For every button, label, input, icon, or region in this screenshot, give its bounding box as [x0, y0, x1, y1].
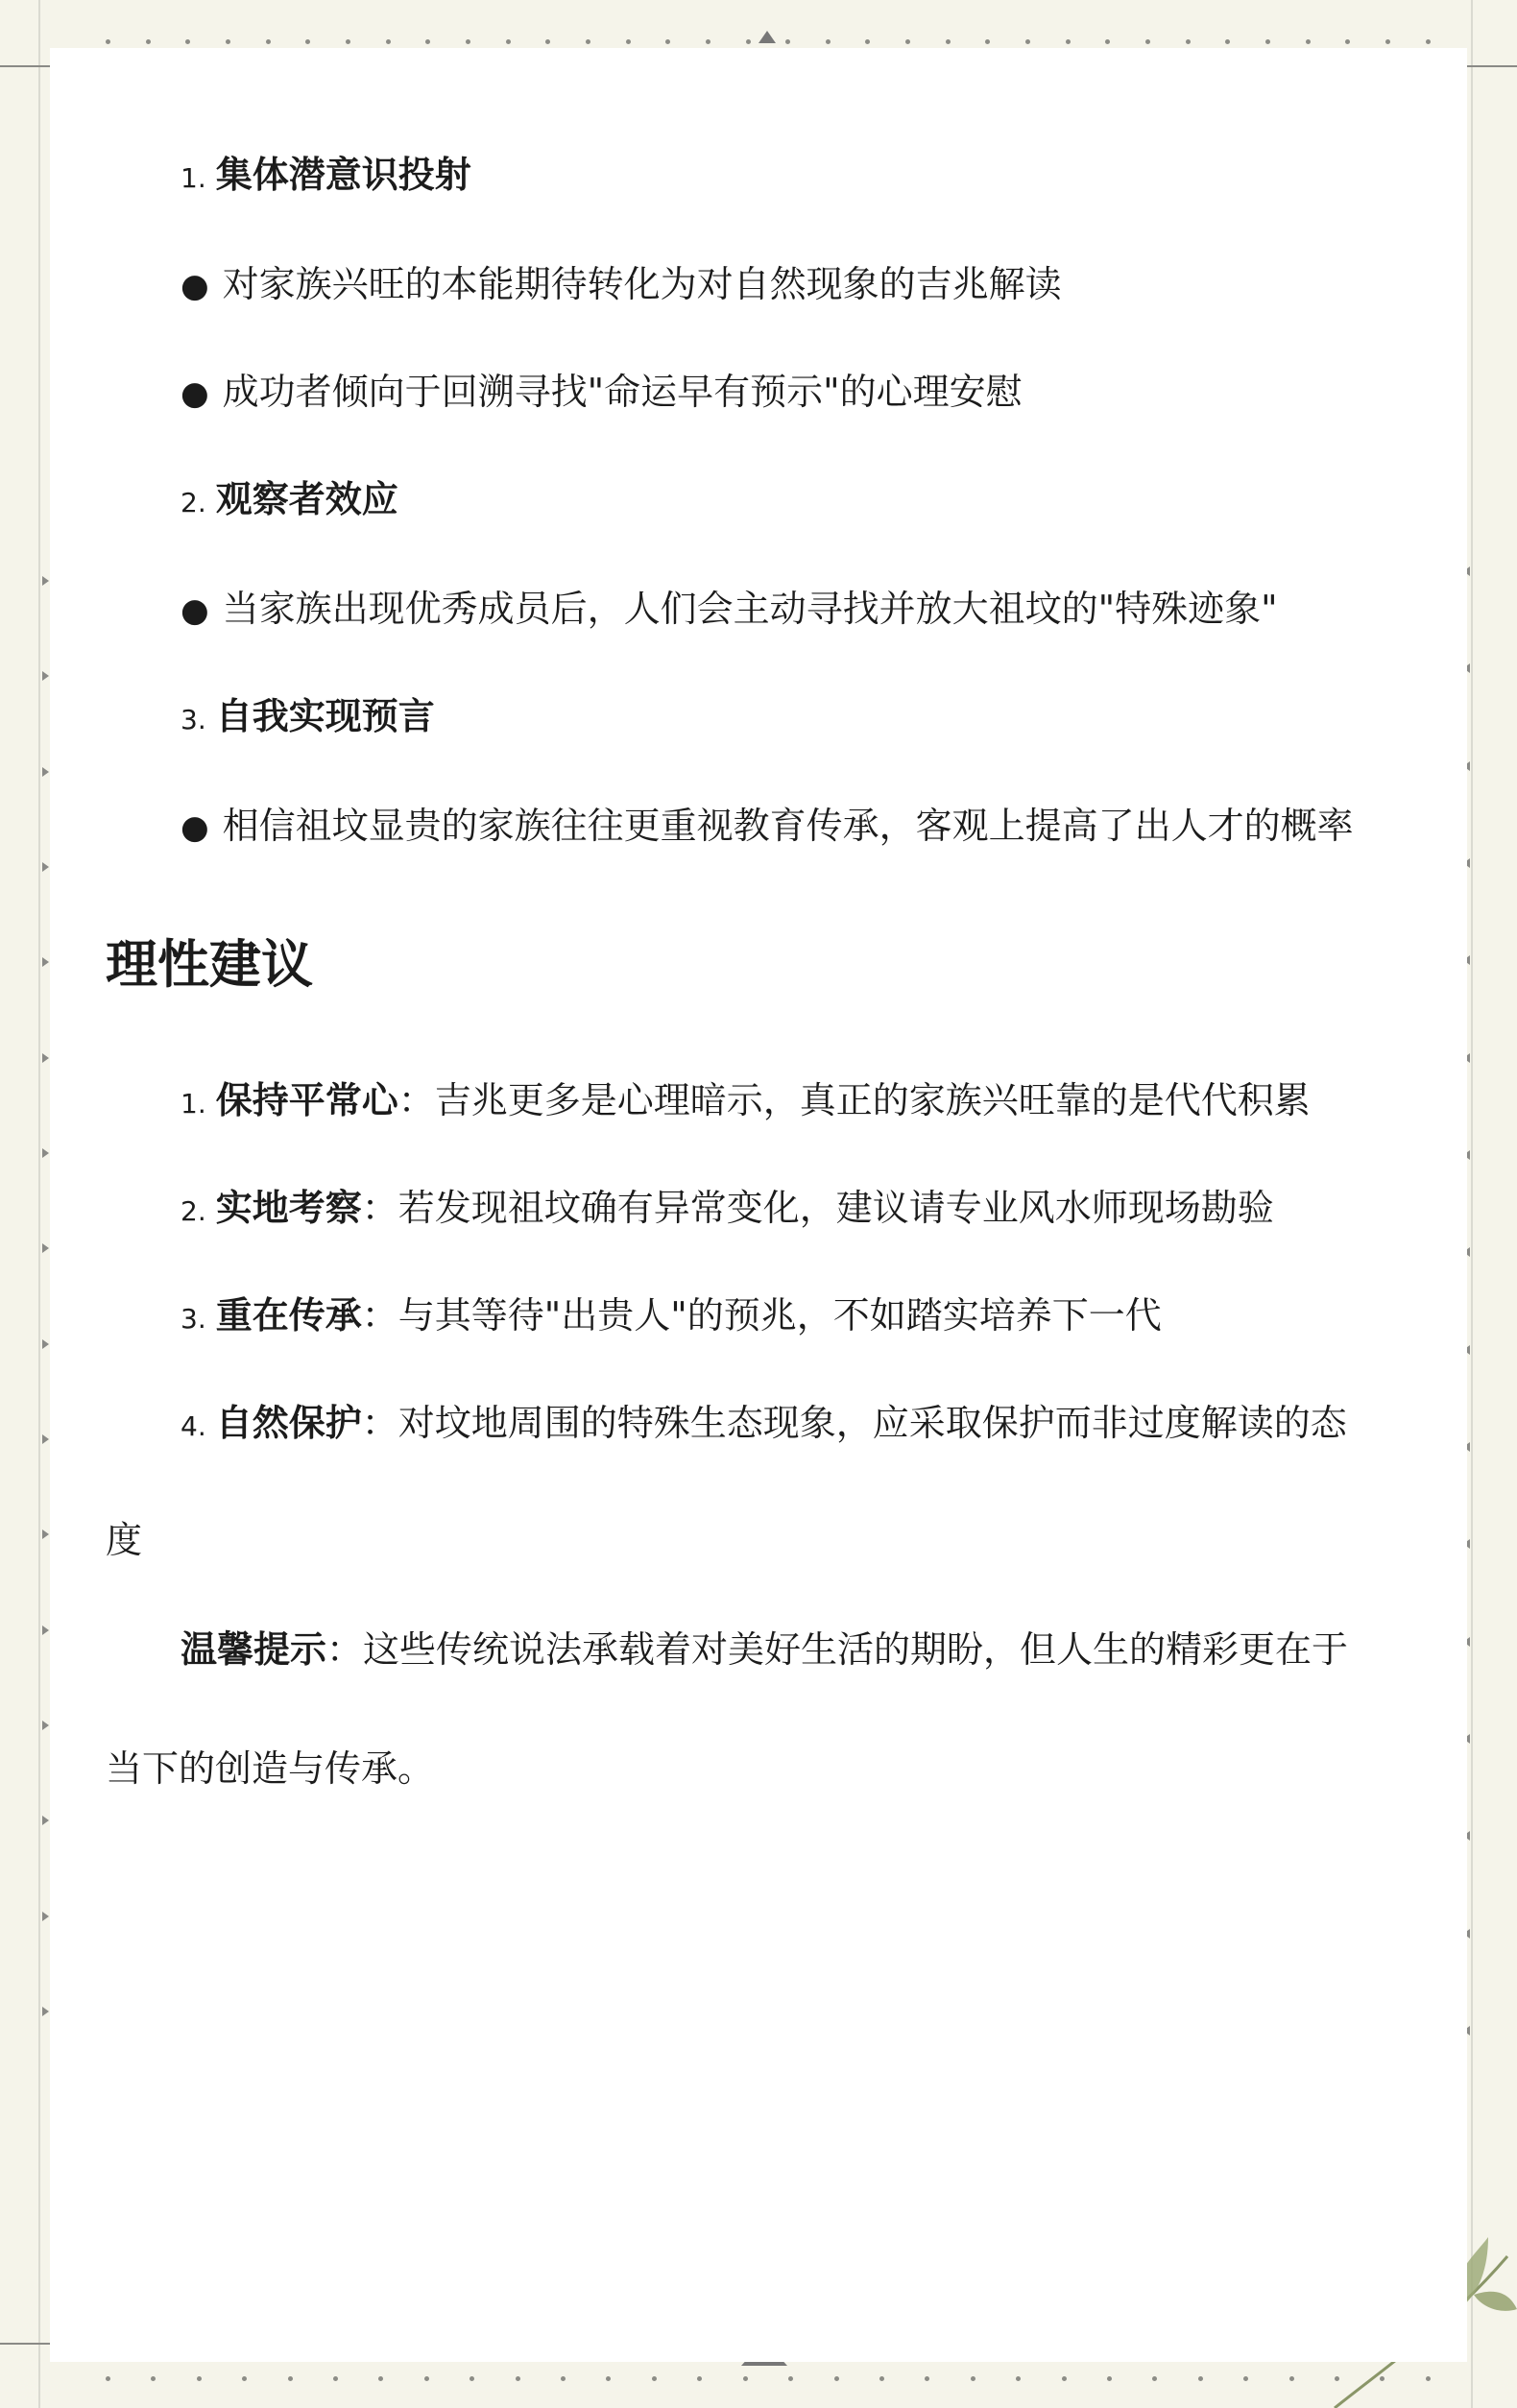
suggestion-text: ：对坟地周围的特殊生态现象，应采取保护而非过度解读的态	[361, 1402, 1347, 1444]
suggestion-text: ：吉兆更多是心理暗示，真正的家族兴旺靠的是代代积累	[397, 1079, 1311, 1121]
list-item-heading	[181, 472, 398, 530]
suggestion-text: ：若发现祖坟确有异常变化，建议请专业风水师现场勘验	[361, 1187, 1274, 1229]
bullet-item	[181, 257, 1062, 313]
bullet-item	[181, 582, 1278, 638]
bullet-text: 对家族兴旺的本能期待转化为对自然现象的吉兆解读	[222, 263, 1062, 305]
bullet-icon: ●	[181, 374, 209, 413]
suggestion-continuation: 度	[106, 1519, 143, 1561]
top-triangle-ornament	[758, 31, 776, 43]
suggestion-item	[181, 1288, 1162, 1346]
suggestion-title: 实地考察	[215, 1187, 362, 1229]
list-number: 1.	[181, 1088, 206, 1120]
content-card	[50, 48, 1467, 2362]
list-item-heading	[181, 148, 471, 205]
list-number: 1.	[181, 162, 206, 194]
bullet-icon: ●	[181, 267, 209, 305]
list-item-title: 自我实现预言	[215, 695, 435, 737]
list-number: 2.	[181, 487, 206, 518]
suggestion-title: 重在传承	[215, 1294, 362, 1336]
suggestion-item	[181, 1181, 1274, 1239]
list-item-title: 集体潜意识投射	[215, 154, 471, 196]
suggestion-item	[181, 1396, 1347, 1454]
bullet-text: 当家族出现优秀成员后，人们会主动寻找并放大祖坟的"特殊迹象"	[222, 588, 1278, 630]
frame-top-left-line	[0, 65, 50, 67]
tip-paragraph	[181, 1623, 1348, 1676]
list-number: 3.	[181, 704, 206, 735]
suggestion-title: 自然保护	[215, 1402, 362, 1444]
frame-bottom-left-line	[0, 2343, 50, 2345]
bullet-text: 成功者倾向于回溯寻找"命运早有预示"的心理安慰	[222, 371, 1023, 413]
list-number: 4.	[181, 1410, 206, 1442]
frame-top-right-line	[1467, 65, 1517, 67]
suggestion-text: ：与其等待"出贵人"的预兆，不如踏实培养下一代	[361, 1294, 1162, 1336]
suggestion-title: 保持平常心	[215, 1079, 398, 1121]
suggestion-item	[181, 1073, 1311, 1131]
tip-title: 温馨提示	[181, 1628, 327, 1671]
tip-text: ：这些传统说法承载着对美好生活的期盼，但人生的精彩更在于	[326, 1628, 1349, 1671]
list-item-title: 观察者效应	[215, 478, 398, 520]
bullet-item	[181, 365, 1023, 421]
section-heading: 理性建议	[106, 934, 313, 995]
frame-left-vertical-line	[38, 0, 40, 2408]
bullet-icon: ●	[181, 808, 209, 847]
bottom-dot-border	[106, 2372, 1431, 2385]
bullet-icon: ●	[181, 591, 209, 630]
list-number: 2.	[181, 1195, 206, 1227]
bullet-text: 相信祖坟显贵的家族往往更重视教育传承，客观上提高了出人才的概率	[222, 805, 1354, 847]
bullet-item	[181, 799, 1354, 855]
list-item-heading	[181, 689, 435, 747]
tip-continuation: 当下的创造与传承。	[106, 1747, 435, 1790]
list-number: 3.	[181, 1303, 206, 1335]
